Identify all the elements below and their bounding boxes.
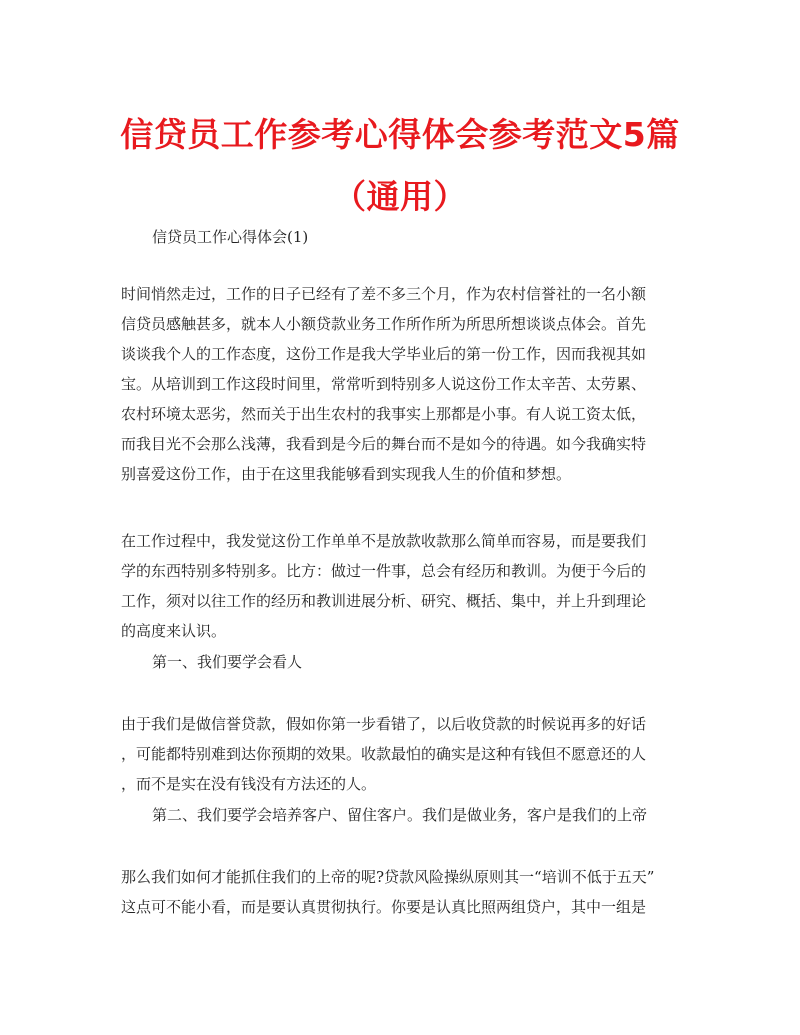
document-title: 信贷员工作参考心得体会参考范文5篇（通用） xyxy=(120,115,680,216)
section-heading: 信贷员工作心得体会(1) xyxy=(152,228,309,246)
paragraph-line: 由于我们是做信誉贷款，假如你第一步看错了，以后收贷款的时候说再多的好话 xyxy=(121,715,647,733)
paragraph-line: 而我目光不会那么浅薄，我看到是今后的舞台而不是如今的待遇。如今我确实特 xyxy=(121,435,647,453)
subheading: 第二、我们要学会培养客户、留住客户。我们是做业务，客户是我们的上帝 xyxy=(152,806,648,824)
paragraph-line: 学的东西特别多特别多。比方：做过一件事，总会有经历和教训。为便于今后的 xyxy=(121,562,647,580)
paragraph-line: 时间悄然走过，工作的日子已经有了差不多三个月，作为农村信誉社的一名小额 xyxy=(121,285,647,303)
paragraph-line: 信贷员感触甚多，就本人小额贷款业务工作所作所为所思所想谈谈点体会。首先 xyxy=(121,315,647,333)
paragraph-line: 谈谈我个人的工作态度，这份工作是我大学毕业后的第一份工作，因而我视其如 xyxy=(121,345,647,363)
paragraph-line: 别喜爱这份工作，由于在这里我能够看到实现我人生的价值和梦想。 xyxy=(121,465,572,483)
paragraph-line: 宝。从培训到工作这段时间里，常常听到特别多人说这份工作太辛苦、太劳累、 xyxy=(121,375,647,393)
subheading: 第一、我们要学会看人 xyxy=(152,653,303,671)
paragraph-line: 在工作过程中，我发觉这份工作单单不是放款收款那么简单而容易，而是要我们 xyxy=(121,532,647,550)
paragraph-line: 那么我们如何才能抓住我们的上帝的呢?贷款风险操纵原则其一“培训不低于五天” xyxy=(121,868,655,886)
paragraph-line: 工作，须对以往工作的经历和教训进展分析、研究、概括、集中，并上升到理论 xyxy=(121,592,647,610)
paragraph-line: 农村环境太恶劣，然而关于出生农村的我事实上那都是小事。有人说工资太低， xyxy=(121,405,647,423)
paragraph-line: ，而不是实在没有钱没有方法还的人。 xyxy=(121,775,377,793)
paragraph-line: ，可能都特别难到达你预期的效果。收款最怕的确实是这种有钱但不愿意还的人 xyxy=(121,745,647,763)
paragraph-line: 这点可不能小看，而是要认真贯彻执行。你要是认真比照两组贷户，其中一组是 xyxy=(121,898,647,916)
paragraph-line: 的高度来认识。 xyxy=(121,622,227,640)
